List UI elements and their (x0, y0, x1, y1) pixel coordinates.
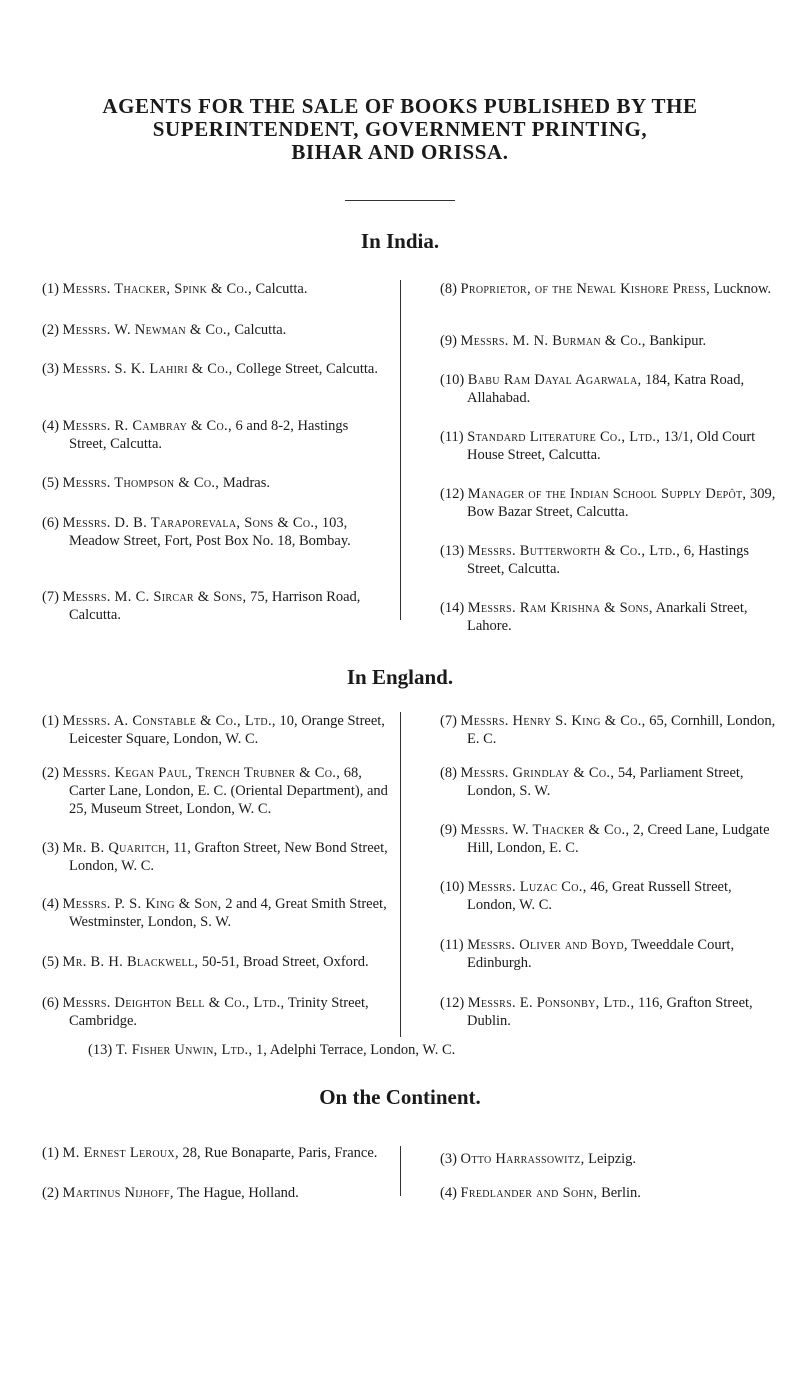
heading-line-2: SUPERINTENDENT, GOVERNMENT PRINTING, (152, 117, 648, 141)
continent-column-divider (400, 1146, 401, 1196)
list-item: (12) Messrs. E. Ponsonby, Ltd., 116, Grafton Street, Dublin. (440, 995, 753, 1029)
list-item: (11) Standard Literature Co., Ltd., 13/1, Old Court House Street, Calcutta. (440, 429, 756, 463)
list-item: (3) Otto Harrassowitz, Leipzig. (440, 1151, 637, 1167)
list-item: (8) Proprietor, of the Newal Kishore Press, Lucknow. (440, 281, 772, 297)
section-title-continent: On the Continent. (319, 1085, 481, 1109)
list-item: (2) Martinus Nijhoff, The Hague, Holland. (42, 1185, 299, 1201)
list-item: (7) Messrs. Henry S. King & Co., 65, Cornhill, London, E. C. (440, 713, 776, 747)
list-item: (2) Messrs. W. Newman & Co., Calcutta. (42, 322, 287, 338)
heading-line-1: AGENTS FOR THE SALE OF BOOKS PUBLISHED BY THE (102, 94, 698, 118)
heading-line-3: BIHAR AND ORISSA. (291, 140, 509, 164)
heading-divider (345, 200, 455, 201)
list-item: (8) Messrs. Grindlay & Co., 54, Parliament Street, London, S. W. (440, 765, 744, 799)
list-item: (11) Messrs. Oliver and Boyd, Tweeddale Court, Edinburgh. (440, 937, 735, 971)
section-title-india: In India. (360, 229, 440, 253)
list-item: (10) Babu Ram Dayal Agarwala, 184, Katra Road, Allahabad. (440, 372, 745, 406)
list-item: (4) Fredlander and Sohn, Berlin. (440, 1185, 641, 1201)
list-item: (2) Messrs. Kegan Paul, Trench Trubner & Co., 68, Carter Lane, London, E. C. (Oriental Department), and 25, Museum Street, London, W. C. (42, 765, 388, 817)
list-item: (6) Messrs. Deighton Bell & Co., Ltd., Trinity Street, Cambridge. (42, 995, 369, 1029)
list-item: (3) Mr. B. Quaritch, 11, Grafton Street, New Bond Street, London, W. C. (42, 840, 388, 874)
list-item: (13) Messrs. Butterworth & Co., Ltd., 6, Hastings Street, Calcutta. (440, 543, 750, 577)
list-item: (5) Messrs. Thompson & Co., Madras. (42, 475, 270, 491)
list-item: (6) Messrs. D. B. Taraporevala, Sons & Co., 103, Meadow Street, Fort, Post Box No. 18, Bombay. (42, 515, 351, 549)
list-item: (1) M. Ernest Leroux, 28, Rue Bonaparte, Paris, France. (42, 1145, 378, 1161)
list-item: (14) Messrs. Ram Krishna & Sons, Anarkali Street, Lahore. (440, 600, 748, 634)
list-item: (4) Messrs. P. S. King & Son, 2 and 4, Great Smith Street, Westminster, London, S. W. (42, 896, 387, 930)
list-item: (1) Messrs. A. Constable & Co., Ltd., 10, Orange Street, Leicester Square, London, W. C. (42, 713, 385, 747)
list-item: (3) Messrs. S. K. Lahiri & Co., College Street, Calcutta. (42, 361, 378, 377)
india-column-divider (400, 280, 401, 620)
england-column-divider (400, 712, 401, 1037)
list-item: (10) Messrs. Luzac Co., 46, Great Russell Street, London, W. C. (440, 879, 732, 913)
list-item: (9) Messrs. W. Thacker & Co., 2, Creed Lane, Ludgate Hill, London, E. C. (440, 822, 770, 856)
list-item: (12) Manager of the Indian School Supply Depôt, 309, Bow Bazar Street, Calcutta. (440, 486, 776, 520)
list-item: (1) Messrs. Thacker, Spink & Co., Calcutta. (42, 281, 308, 297)
list-item: (13) T. Fisher Unwin, Ltd., 1, Adelphi Terrace, London, W. C. (88, 1042, 456, 1058)
section-title-england: In England. (346, 665, 454, 689)
list-item: (5) Mr. B. H. Blackwell, 50-51, Broad Street, Oxford. (42, 954, 369, 970)
list-item: (4) Messrs. R. Cambray & Co., 6 and 8-2, Hastings Street, Calcutta. (42, 418, 349, 452)
list-item: (9) Messrs. M. N. Burman & Co., Bankipur. (440, 333, 707, 349)
list-item: (7) Messrs. M. C. Sircar & Sons, 75, Harrison Road, Calcutta. (42, 589, 361, 623)
